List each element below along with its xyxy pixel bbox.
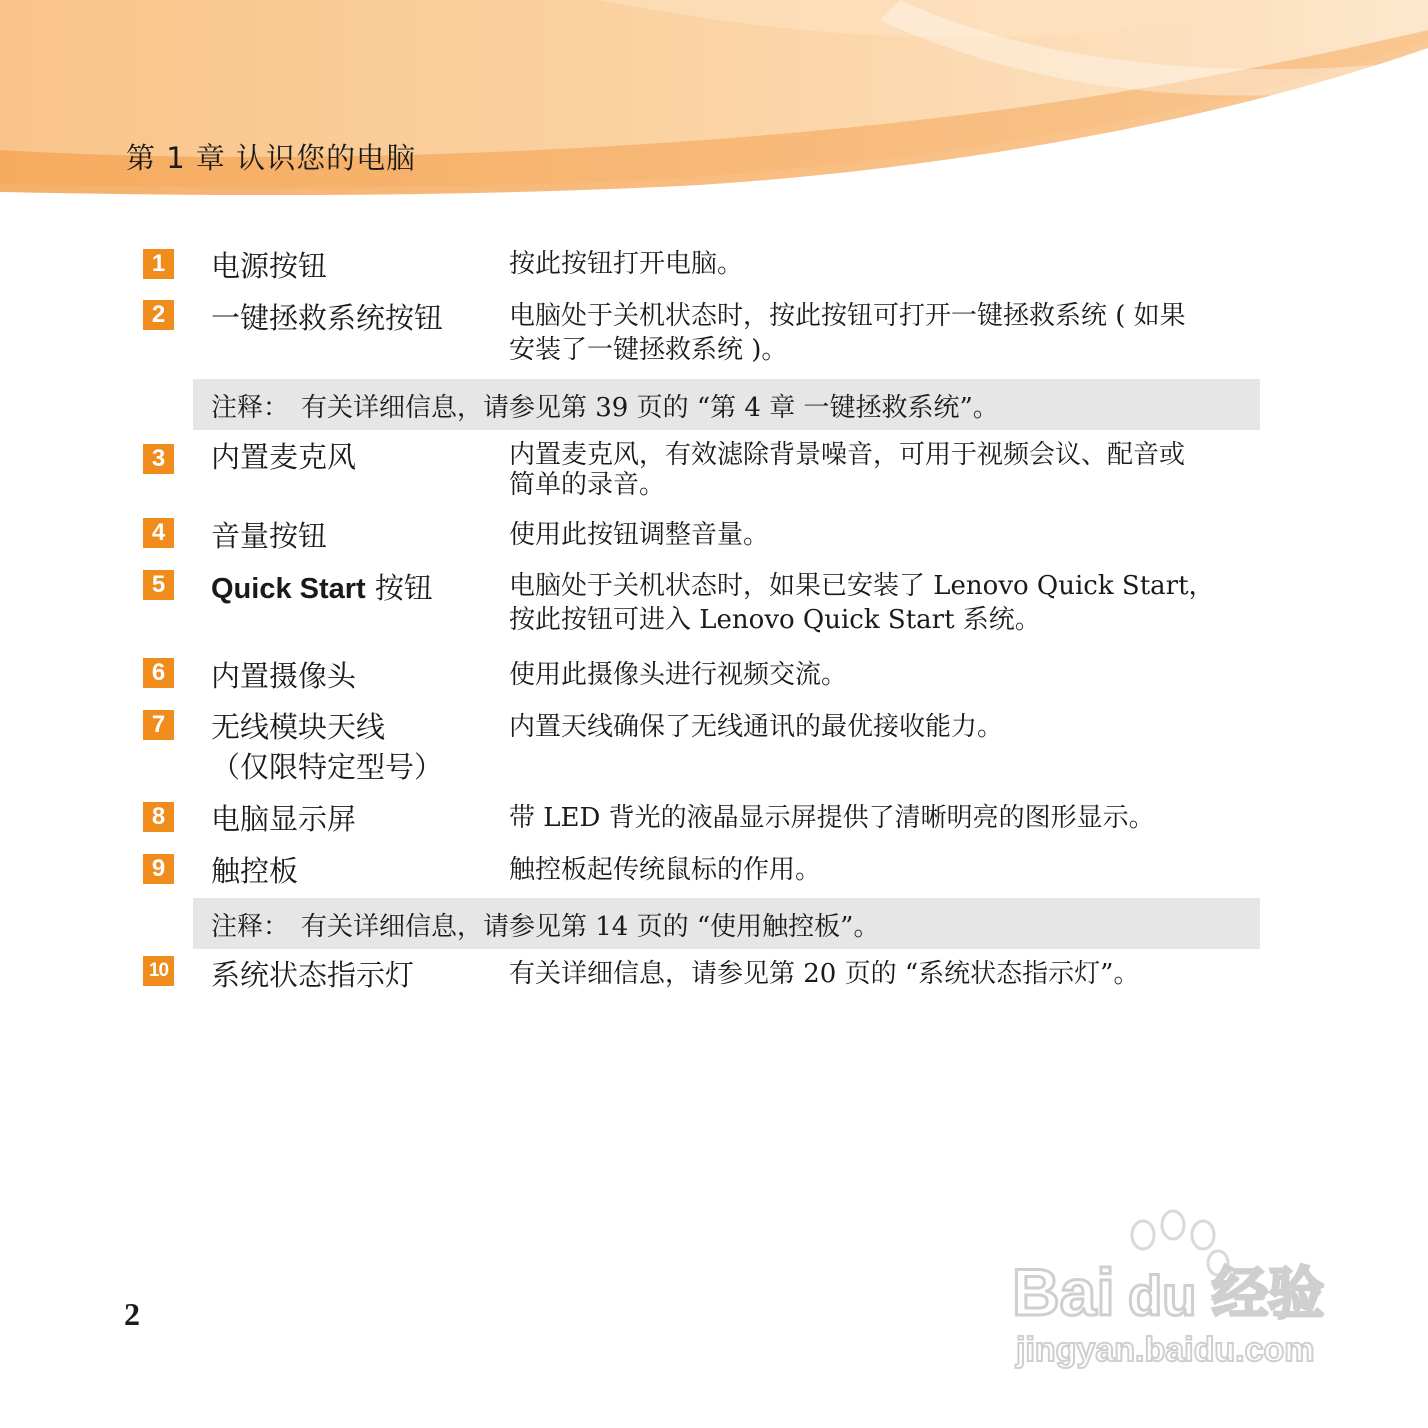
item-description	[509, 569, 1249, 637]
item-term: 内置摄像头	[211, 659, 357, 693]
item-term	[211, 568, 433, 609]
item-description: 使用此按钮调整音量。	[509, 520, 770, 550]
item-number-badge: 7	[143, 710, 174, 740]
note-box	[193, 379, 1260, 430]
item-term: 电源按钮	[211, 249, 328, 283]
baidu-watermark-logo	[1008, 1205, 1348, 1375]
item-number-badge: 1	[143, 249, 174, 279]
desc-line: 按此按钮可进入 Lenovo Quick Start 系统。	[509, 605, 1041, 635]
item-term	[211, 707, 443, 787]
item-number-badge: 9	[143, 854, 174, 884]
item-term: 系统状态指示灯	[211, 958, 415, 992]
item-description	[509, 438, 1249, 502]
svg-text:Bai: Bai	[1012, 1255, 1115, 1329]
note-label: 注释：	[211, 912, 290, 942]
item-term: 一键拯救系统按钮	[211, 301, 444, 335]
svg-text:jingyan.baidu.com: jingyan.baidu.com	[1016, 1331, 1315, 1369]
desc-line: 简单的录音。	[509, 470, 666, 500]
item-description: 使用此摄像头进行视频交流。	[509, 660, 848, 690]
desc-line: 内置麦克风，有效滤除背景噪音，可用于视频会议、配音或	[509, 440, 1186, 470]
page-number: 2	[124, 1296, 140, 1332]
svg-text:经验: 经验	[1212, 1262, 1324, 1327]
note-label: 注释：	[211, 393, 290, 423]
item-term-latin: Quick Start	[211, 573, 366, 605]
chapter-title: 第 1 章 认识您的电脑	[126, 141, 417, 175]
item-number-badge: 3	[143, 444, 174, 474]
item-term: 触控板	[211, 854, 299, 888]
item-number-badge: 8	[143, 802, 174, 832]
item-term: 电脑显示屏	[211, 802, 357, 836]
item-term: 内置麦克风	[211, 440, 357, 474]
note-text: 有关详细信息，请参见第 39 页的 “第 4 章 一键拯救系统”。	[301, 393, 999, 423]
item-description: 内置天线确保了无线通讯的最优接收能力。	[509, 712, 1004, 742]
note-box	[193, 898, 1260, 949]
item-number-badge: 4	[143, 518, 174, 548]
item-number-badge: 10	[143, 956, 174, 986]
item-description: 按此按钮打开电脑。	[509, 249, 744, 279]
item-term: 音量按钮	[211, 519, 328, 553]
item-term-cjk: 按钮	[365, 571, 433, 605]
item-number-badge: 6	[143, 658, 174, 688]
item-number-badge: 5	[143, 570, 174, 600]
item-number-badge: 2	[143, 300, 174, 330]
svg-text:du: du	[1128, 1264, 1197, 1327]
desc-line: 电脑处于关机状态时，如果已安装了 Lenovo Quick Start，	[509, 571, 1215, 601]
desc-line: 电脑处于关机状态时，按此按钮可打开一键拯救系统 ( 如果	[509, 301, 1186, 331]
item-description: 带 LED 背光的液晶显示屏提供了清晰明亮的图形显示。	[509, 803, 1155, 833]
term-line: （仅限特定型号）	[211, 750, 444, 784]
item-description: 触控板起传统鼠标的作用。	[509, 855, 822, 885]
desc-line: 安装了一键拯救系统 )。	[509, 335, 788, 365]
item-description: 有关详细信息，请参见第 20 页的 “系统状态指示灯”。	[509, 959, 1140, 989]
term-line: 无线模块天线	[211, 710, 386, 744]
note-text: 有关详细信息，请参见第 14 页的 “使用触控板”。	[301, 912, 880, 942]
item-description	[509, 299, 1249, 367]
